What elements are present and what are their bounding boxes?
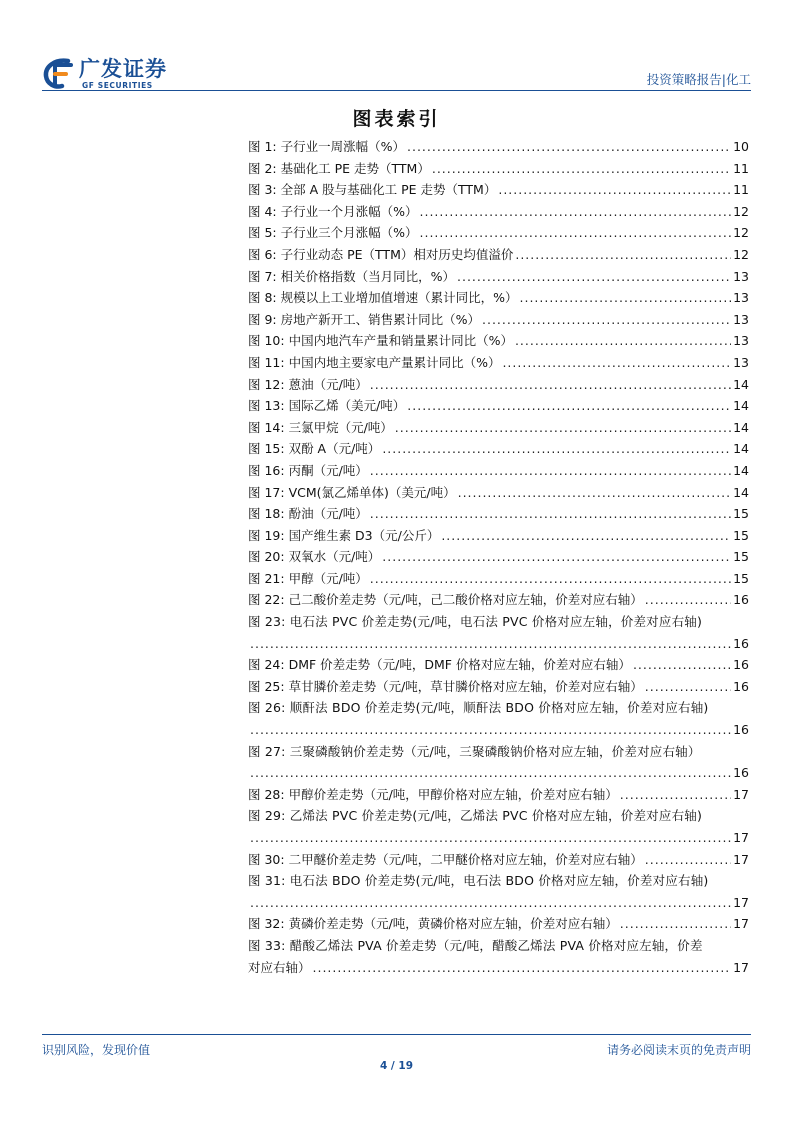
toc-entry[interactable]: [248, 589, 749, 611]
toc-page-number: 14: [733, 419, 749, 435]
toc-entry-label: 图 5: 子行业三个月涨幅（%）: [248, 225, 418, 241]
toc-entry-label: 图 14: 三氯甲烷（元/吨）: [248, 419, 393, 435]
toc-page-number: 11: [733, 160, 749, 176]
toc-page-number: 15: [733, 549, 749, 565]
toc-leader-dots: [250, 827, 731, 849]
toc-page-number: 16: [733, 678, 749, 694]
footer-disclaimer-note: 请务必阅读末页的免责声明: [606, 1043, 751, 1057]
logo-english-name: GF SECURITIES: [82, 81, 153, 90]
toc-leader-dots: [370, 503, 731, 525]
toc-entry-label: 图 10: 中国内地汽车产量和销量累计同比（%）: [248, 333, 513, 349]
toc-leader-dots: [370, 460, 731, 482]
toc-entry-label: 图 26: 顺酐法 BDO 价差走势(元/吨，顺酐法 BDO 价格对应左轴，价差对应右轴): [248, 700, 709, 716]
toc-entry-label: 图 9: 房地产新开工、销售累计同比（%）: [248, 311, 480, 327]
toc-entry[interactable]: [248, 158, 749, 180]
toc-page-number: 17: [733, 894, 749, 910]
toc-entry-label: 图 30: 二甲醚价差走势（元/吨，二甲醚价格对应左轴，价差对应右轴）: [248, 851, 643, 867]
toc-entry[interactable]: [248, 546, 749, 568]
toc-entry-label: 图 1: 子行业一周涨幅（%）: [248, 139, 405, 154]
toc-entry-label: 图 33: 醋酸乙烯法 PVA 价差走势（元/吨，醋酸乙烯法 PVA 价格对应左轴，价差: [248, 937, 703, 953]
toc-page-number: 11: [733, 182, 749, 198]
toc-entry[interactable]: [248, 697, 749, 740]
toc-page-number: 17: [733, 851, 749, 867]
toc-leader-dots: [420, 222, 732, 244]
toc-page-number: 17: [733, 916, 749, 932]
toc-page-number: 12: [733, 246, 749, 262]
header-divider: [42, 90, 751, 91]
toc-entry-label: 图 7: 相关价格指数（当月同比，%）: [248, 268, 455, 284]
toc-page-number: 13: [733, 333, 749, 349]
toc-page-number: 12: [733, 225, 749, 241]
page-title: 图表索引: [352, 108, 441, 130]
toc-entry[interactable]: [248, 287, 749, 309]
toc-page-number: 17: [733, 959, 749, 975]
toc-entry[interactable]: [248, 913, 749, 935]
toc-entry[interactable]: [248, 136, 749, 158]
toc-entry[interactable]: [248, 849, 749, 871]
toc-page-number: 16: [733, 635, 749, 651]
toc-page-number: 14: [733, 484, 749, 500]
figure-index-list: [248, 136, 749, 978]
toc-entry-label: 图 18: 酚油（元/吨）: [248, 506, 368, 522]
toc-entry[interactable]: [248, 330, 749, 352]
logo-chinese-name: 广发证券: [79, 57, 167, 81]
toc-leader-dots: [407, 395, 731, 417]
toc-entry-label: 图 21: 甲醇（元/吨）: [248, 570, 368, 586]
toc-entry[interactable]: [248, 374, 749, 396]
toc-leader-dots: [515, 330, 731, 352]
toc-entry-label: 图 13: 国际乙烯（美元/吨）: [248, 398, 406, 414]
toc-entry[interactable]: [248, 654, 749, 676]
toc-page-number: 13: [733, 290, 749, 306]
toc-leader-dots: [645, 676, 731, 698]
toc-page-number: 16: [733, 657, 749, 673]
toc-leader-dots: [432, 158, 731, 180]
toc-leader-dots: [520, 287, 732, 309]
toc-entry[interactable]: [248, 244, 749, 266]
toc-entry[interactable]: [248, 201, 749, 223]
toc-leader-dots: [482, 309, 731, 331]
toc-entry[interactable]: [248, 676, 749, 698]
gf-securities-logo: [42, 56, 172, 90]
toc-entry[interactable]: [248, 611, 749, 654]
toc-leader-dots: [250, 762, 731, 784]
toc-entry-label: 图 23: 电石法 PVC 价差走势(元/吨，电石法 PVC 价格对应左轴，价差对应右轴): [248, 614, 703, 630]
toc-leader-dots: [370, 374, 731, 396]
toc-entry[interactable]: [248, 417, 749, 439]
toc-entry[interactable]: [248, 482, 749, 504]
gf-logo-icon: [42, 56, 76, 90]
toc-entry[interactable]: [248, 870, 749, 913]
toc-entry[interactable]: [248, 179, 749, 201]
toc-entry[interactable]: [248, 503, 749, 525]
toc-leader-dots: [502, 352, 731, 374]
toc-leader-dots: [498, 179, 731, 201]
toc-page-number: 13: [733, 268, 749, 284]
toc-entry[interactable]: [248, 352, 749, 374]
page-header: [42, 50, 751, 90]
toc-entry[interactable]: [248, 460, 749, 482]
toc-entry-label: 图 12: 蒽油（元/吨）: [248, 376, 368, 392]
toc-entry[interactable]: [248, 266, 749, 288]
toc-leader-dots: [645, 589, 731, 611]
toc-page-number: 14: [733, 462, 749, 478]
page-number: 4 / 19: [379, 1060, 414, 1072]
toc-entry-label: 图 11: 中国内地主要家电产量累计同比（%）: [248, 354, 501, 370]
toc-entry-label: 图 22: 己二酸价差走势（元/吨，己二酸价格对应左轴，价差对应右轴）: [248, 592, 643, 608]
toc-page-number: 13: [733, 311, 749, 327]
toc-entry-label: 图 3: 全部 A 股与基础化工 PE 走势（TTM）: [248, 182, 497, 198]
toc-entry[interactable]: [248, 309, 749, 331]
toc-page-number: 14: [733, 376, 749, 392]
toc-leader-dots: [250, 633, 731, 655]
toc-leader-dots: [458, 482, 732, 504]
toc-leader-dots: [645, 849, 731, 871]
toc-entry-label: 图 17: VCM(氯乙烯单体)（美元/吨）: [248, 484, 456, 500]
footer-divider: [42, 1034, 751, 1035]
toc-entry[interactable]: [248, 395, 749, 417]
toc-entry[interactable]: [248, 784, 749, 806]
toc-entry[interactable]: [248, 741, 749, 784]
toc-entry[interactable]: [248, 438, 749, 460]
toc-page-number: 14: [733, 398, 749, 414]
toc-entry[interactable]: [248, 805, 749, 848]
toc-entry[interactable]: [248, 525, 749, 547]
toc-leader-dots: [407, 136, 731, 158]
toc-entry-label: 图 19: 国产维生素 D3（元/公斤）: [248, 527, 440, 543]
toc-leader-dots: [420, 201, 732, 223]
toc-entry[interactable]: [248, 568, 749, 590]
toc-entry-label: 图 29: 乙烯法 PVC 价差走势(元/吨，乙烯法 PVC 价格对应左轴，价差对应右轴): [248, 808, 703, 824]
toc-entry-label: 图 6: 子行业动态 PE（TTM）相对历史均值溢价: [248, 246, 514, 262]
toc-page-number: 17: [733, 786, 749, 802]
toc-leader-dots: [633, 654, 731, 676]
report-category: 投资策略报告|化工: [646, 72, 751, 87]
toc-entry-label: 图 24: DMF 价差走势（元/吨，DMF 价格对应左轴，价差对应右轴）: [248, 657, 631, 673]
toc-page-number: 14: [733, 441, 749, 457]
toc-leader-dots: [382, 546, 731, 568]
toc-entry-label: 图 31: 电石法 BDO 价差走势(元/吨，电石法 BDO 价格对应左轴，价差对应右轴): [248, 873, 709, 889]
toc-entry-label: 图 2: 基础化工 PE 走势（TTM）: [248, 160, 430, 176]
toc-entry-label: 图 28: 甲醇价差走势（元/吨，甲醇价格对应左轴，价差对应右轴）: [248, 786, 618, 802]
toc-entry-label: 图 8: 规模以上工业增加值增速（累计同比，%）: [248, 290, 518, 306]
toc-leader-dots: [370, 568, 731, 590]
toc-leader-dots: [250, 892, 731, 914]
toc-leader-dots: [395, 417, 731, 439]
toc-entry-label: 对应右轴）: [248, 959, 311, 975]
toc-leader-dots: [457, 266, 731, 288]
footer-slogan: 识别风险，发现价值: [42, 1043, 151, 1057]
toc-leader-dots: [515, 244, 731, 266]
toc-entry[interactable]: [248, 935, 749, 978]
toc-entry-label: 图 20: 双氧水（元/吨）: [248, 549, 381, 565]
toc-entry-label: 图 16: 丙酮（元/吨）: [248, 462, 368, 478]
toc-entry-label: 图 25: 草甘膦价差走势（元/吨，草甘膦价格对应左轴，价差对应右轴）: [248, 678, 643, 694]
toc-page-number: 10: [733, 139, 749, 154]
toc-entry-label: 图 27: 三聚磷酸钠价差走势（元/吨，三聚磷酸钠价格对应左轴，价差对应右轴）: [248, 743, 701, 759]
toc-page-number: 16: [733, 592, 749, 608]
toc-leader-dots: [250, 719, 731, 741]
toc-page-number: 15: [733, 506, 749, 522]
toc-entry-label: 图 32: 黄磷价差走势（元/吨，黄磷价格对应左轴，价差对应右轴）: [248, 916, 618, 932]
toc-entry-label: 图 4: 子行业一个月涨幅（%）: [248, 203, 418, 219]
toc-entry-label: 图 15: 双酚 A（元/吨）: [248, 441, 381, 457]
toc-page-number: 17: [733, 830, 749, 845]
toc-page-number: 16: [733, 722, 749, 738]
toc-page-number: 13: [733, 354, 749, 370]
toc-leader-dots: [382, 438, 731, 460]
toc-page-number: 12: [733, 203, 749, 219]
toc-page-number: 15: [733, 570, 749, 586]
toc-leader-dots: [441, 525, 731, 547]
toc-page-number: 16: [733, 765, 749, 781]
toc-leader-dots: [313, 957, 732, 979]
toc-leader-dots: [620, 913, 731, 935]
toc-leader-dots: [620, 784, 731, 806]
toc-entry[interactable]: [248, 222, 749, 244]
toc-page-number: 15: [733, 527, 749, 543]
